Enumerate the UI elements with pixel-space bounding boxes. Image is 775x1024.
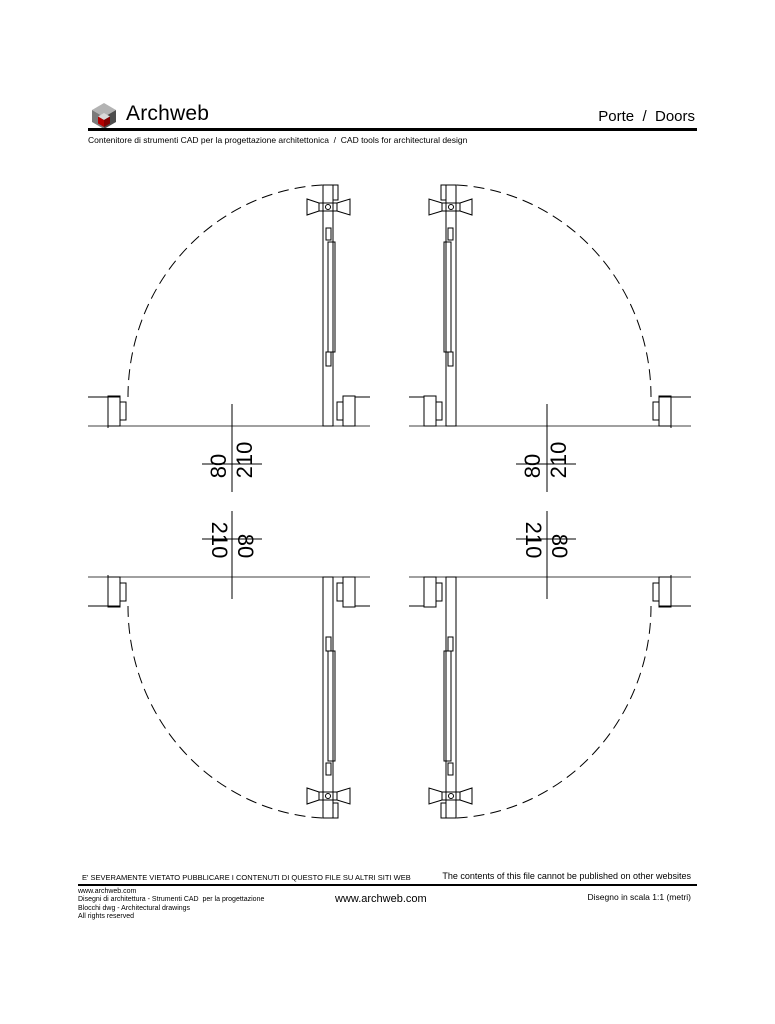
tagline: Contenitore di strumenti CAD per la progettazione architettonica / CAD tools for architectural design [88,135,468,145]
page-title: Porte / Doors [598,108,695,125]
dim-height-top-left: 210 [232,441,257,479]
footer-line: Disegni di architettura - Strumenti CAD per la progettazione [78,896,265,904]
warning-english: The contents of this file cannot be published on other websites [442,871,691,881]
dim-width-top-right: 80 [520,453,545,479]
dim-width-bottom-left: 80 [233,533,258,559]
footer-info [78,888,264,922]
footer-line: www.archweb.com [78,888,137,895]
dim-width-top-left: 80 [206,453,231,479]
dim-height-bottom-right: 210 [521,521,546,559]
warning-italian: E' SEVERAMENTE VIETATO PUBBLICARE I CONTENUTI DI QUESTO FILE SU ALTRI SITI WEB [82,873,411,882]
dim-height-bottom-left: 210 [207,521,232,559]
brand-name: Archweb [126,102,210,125]
footer-rule [78,884,697,886]
footer-line: Blocchi dwg - Architectural drawings [78,904,191,912]
footer-website: www.archweb.com [335,893,427,905]
door-plan-top-left [88,185,370,492]
dim-height-top-right: 210 [546,441,571,479]
dim-width-bottom-right: 80 [547,533,572,559]
footer-line: All rights reserved [78,913,135,921]
scale-note: Disegno in scala 1:1 (metri) [587,892,691,902]
